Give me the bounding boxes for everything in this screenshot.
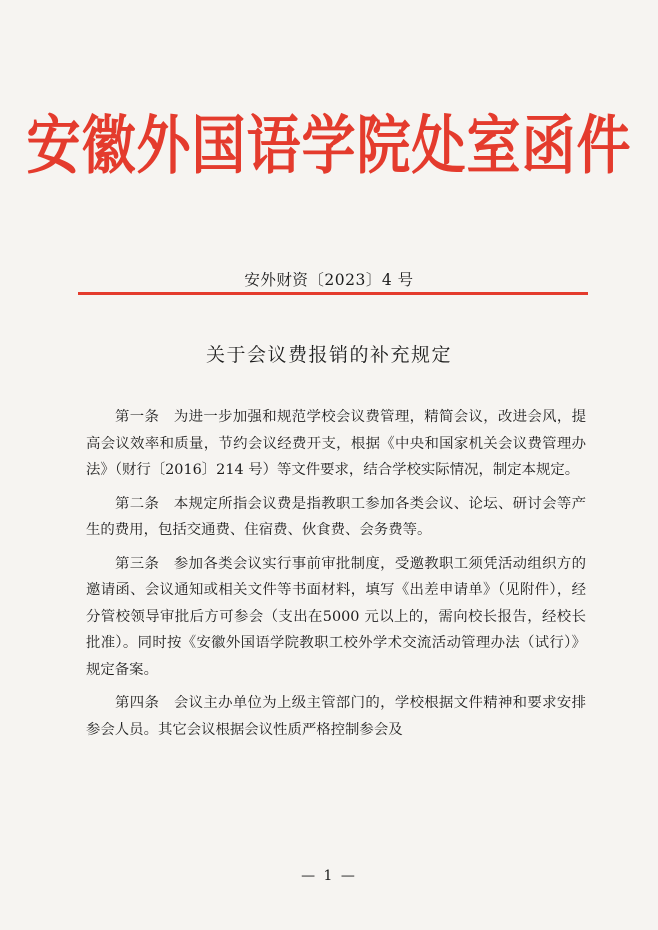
- letterhead-title: 安徽外国语学院处室函件: [26, 107, 632, 183]
- article-4-paragraph: 第四条 会议主办单位为上级主管部门的，学校根据文件精神和要求安排参会人员。其它会议根据会议性质严格控制参会及: [86, 695, 586, 738]
- document-body: [86, 404, 586, 750]
- document-title: 关于会议费报销的补充规定: [205, 344, 452, 366]
- document-number: 安外财资〔2023〕4 号: [244, 271, 414, 289]
- article-1-paragraph: 第一条 为进一步加强和规范学校会议费管理，精简会议，改进会风，提高会议效率和质量，节约会议经费开支，根据《中央和国家机关会议费管理办法》（财行〔2016〕214 号）等文件要求，结合学校实际情况，制定本规定。: [86, 409, 586, 478]
- red-divider-line: [78, 292, 588, 295]
- page-number: — 1 —: [301, 868, 357, 884]
- article-2-paragraph: 第二条 本规定所指会议费是指教职工参加各类会议、论坛、研讨会等产生的费用，包括交通费、住宿费、伙食费、会务费等。: [86, 495, 586, 538]
- article-3-paragraph: 第三条 参加各类会议实行事前审批制度，受邀教职工须凭活动组织方的邀请函、会议通知或相关文件等书面材料，填写《出差申请单》（见附件），经分管校领导审批后方可参会（支出在5000 元以上的，需向校长报告，经校长批准）。同时按《安徽外国语学院教职工校外学术交流活动管理办法（试行）》规定备案。: [86, 555, 586, 678]
